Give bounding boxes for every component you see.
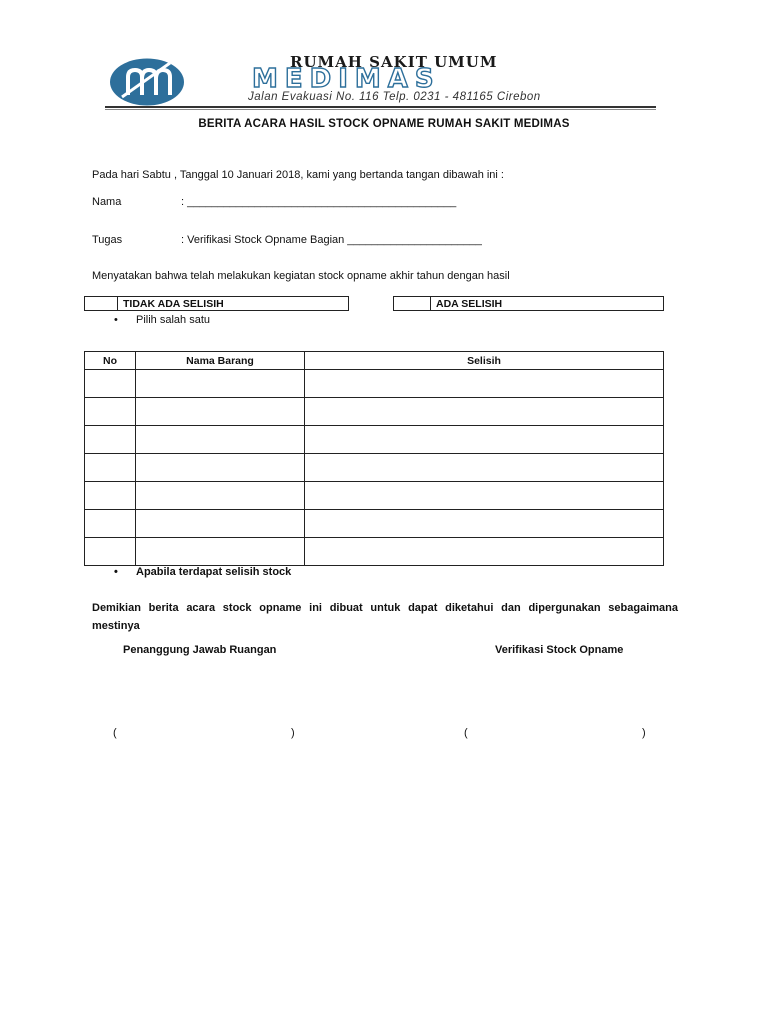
cell-item-name[interactable] — [136, 426, 305, 454]
cell-difference[interactable] — [305, 454, 664, 482]
header-divider — [105, 106, 656, 108]
left-signature-close: ) — [291, 727, 295, 739]
right-signature-open: ( — [464, 727, 468, 739]
cell-difference[interactable] — [305, 426, 664, 454]
no-difference-label: TIDAK ADA SELISIH — [123, 298, 224, 310]
table-row — [85, 454, 664, 482]
difference-option[interactable] — [393, 296, 664, 311]
right-signature-close: ) — [642, 727, 646, 739]
difference-label: ADA SELISIH — [436, 298, 503, 310]
right-signature-title: Verifikasi Stock Opname — [495, 644, 624, 656]
org-type: RUMAH SAKIT UMUM — [290, 53, 498, 71]
cell-no[interactable] — [85, 510, 136, 538]
no-difference-option[interactable] — [84, 296, 349, 311]
cell-difference[interactable] — [305, 398, 664, 426]
cell-no[interactable] — [85, 426, 136, 454]
table-header-row — [85, 352, 664, 370]
document-title: BERITA ACARA HASIL STOCK OPNAME RUMAH SAKIT MEDIMAS — [198, 118, 570, 130]
header-difference: Selisih — [305, 352, 664, 370]
cell-no[interactable] — [85, 454, 136, 482]
nama-field[interactable]: : ____________________________________________ — [181, 196, 457, 208]
cell-no[interactable] — [85, 538, 136, 566]
cell-difference[interactable] — [305, 538, 664, 566]
cell-item-name[interactable] — [136, 398, 305, 426]
medimas-logo-icon — [108, 57, 186, 107]
org-name: MEDIMAS — [252, 64, 441, 94]
cell-no[interactable] — [85, 482, 136, 510]
cell-item-name[interactable] — [136, 510, 305, 538]
choose-hint: • Pilih salah satu — [136, 314, 210, 326]
table-row — [85, 398, 664, 426]
intro-text: Pada hari Sabtu , Tanggal 10 Januari 2018, kami yang bertanda tangan dibawah ini : — [92, 169, 504, 181]
statement-text: Menyatakan bahwa telah melakukan kegiatan stock opname akhir tahun dengan hasil — [92, 270, 510, 282]
difference-checkbox[interactable] — [394, 297, 430, 310]
cell-item-name[interactable] — [136, 370, 305, 398]
closing-text-line1: Demikian berita acara stock opname ini dibuat untuk dapat diketahui dan dipergunakan sebagaimana — [92, 602, 678, 614]
table-row — [85, 426, 664, 454]
cell-item-name[interactable] — [136, 482, 305, 510]
left-signature-open: ( — [113, 727, 117, 739]
tugas-field[interactable]: : Verifikasi Stock Opname Bagian ______________________ — [181, 234, 482, 246]
table-row — [85, 510, 664, 538]
cell-difference[interactable] — [305, 370, 664, 398]
header-no: No — [85, 352, 136, 370]
cell-difference[interactable] — [305, 482, 664, 510]
cell-difference[interactable] — [305, 510, 664, 538]
table-row — [85, 370, 664, 398]
tugas-label: Tugas — [92, 234, 123, 246]
cell-no[interactable] — [85, 370, 136, 398]
stock-table — [84, 351, 664, 566]
no-difference-checkbox[interactable] — [85, 297, 117, 310]
closing-text-line2: mestinya — [92, 620, 140, 632]
table-row — [85, 482, 664, 510]
header-item-name: Nama Barang — [136, 352, 305, 370]
header-divider-thin — [105, 109, 656, 110]
nama-label: Nama — [92, 196, 122, 208]
table-row — [85, 538, 664, 566]
cell-item-name[interactable] — [136, 538, 305, 566]
left-signature-title: Penanggung Jawab Ruangan — [123, 644, 277, 656]
cell-no[interactable] — [85, 398, 136, 426]
table-note: • Apabila terdapat selisih stock — [136, 566, 291, 578]
cell-item-name[interactable] — [136, 454, 305, 482]
org-address: Jalan Evakuasi No. 116 Telp. 0231 - 481165 Cirebon — [248, 91, 541, 103]
